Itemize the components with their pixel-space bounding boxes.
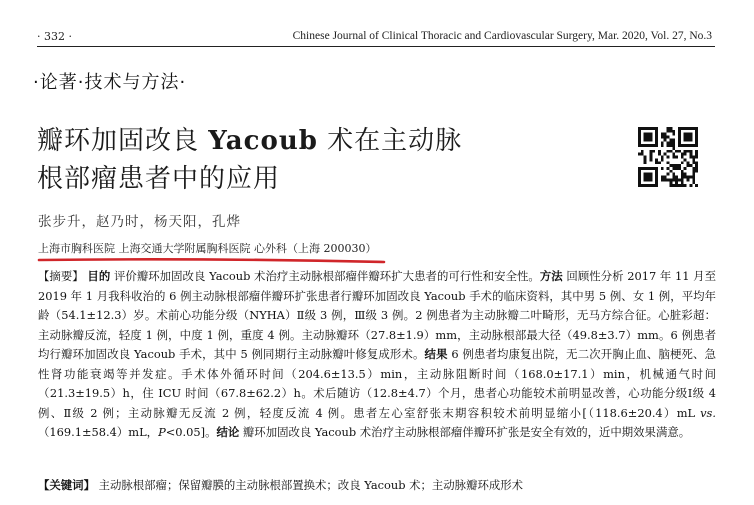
authors: 张步升，赵乃时，杨天阳，孔烨 bbox=[38, 214, 241, 230]
header-rule bbox=[37, 46, 715, 47]
keywords-label: 【关键词】 bbox=[38, 478, 95, 492]
abstract bbox=[38, 267, 716, 443]
conclusion-text: 瓣环加固改良 Yacoub 术治疗主动脉根部瘤伴瓣环扩张是安全有效的，近中期效果满意。 bbox=[242, 425, 691, 439]
results-text-3: <0.05]。 bbox=[165, 425, 217, 439]
conclusion-label: 结论 bbox=[216, 425, 240, 439]
methods-label: 方法 bbox=[539, 269, 563, 283]
red-underline-annotation bbox=[37, 257, 387, 265]
title-prefix: 瓣环加固改良 bbox=[37, 126, 209, 156]
objective-text: 评价瓣环加固改良 Yacoub 术治疗主动脉根部瘤伴瓣环扩大患者的可行性和安全性。 bbox=[113, 269, 540, 283]
journal-citation: Chinese Journal of Clinical Thoracic and Cardiovascular Surgery, Mar. 2020, Vol. 27, No.3 bbox=[292, 30, 712, 42]
qr-code-icon bbox=[638, 127, 698, 187]
article-title-line-2: 根部瘤患者中的应用 bbox=[37, 164, 281, 194]
results-label: 结果 bbox=[424, 347, 448, 361]
results-text: 6 例患者均康复出院，无二次开胸止血、脑梗死、急性肾功能衰竭等并发症。手术体外循环时间（204.6±13.5）min，主动脉阻断时间（168.0±17.1）min，机械通气时间（21.3±19.5）h，住 ICU 时间（67.8±62.2）h。术后随访（12.8±4.7）个月，患者心功能较术前明显改善，心功能分级Ⅰ级 4 例、Ⅱ级 2 例；主动脉瓣无反流 2 例，轻度反流 4 例。患者左心室舒张末期容积较术前明显缩小[（118.6±20.4）mL bbox=[38, 347, 716, 420]
page-number: · 332 · bbox=[37, 30, 72, 43]
keywords bbox=[38, 476, 716, 496]
section-heading: ·论著·技术与方法· bbox=[33, 72, 187, 93]
article-title-line-1 bbox=[37, 120, 462, 157]
keywords-text: 主动脉根部瘤；保留瓣膜的主动脉根部置换术；改良 Yacoub 术；主动脉瓣环成形术 bbox=[98, 478, 524, 492]
abstract-label: 【摘要】 bbox=[38, 269, 84, 283]
results-text-2: （169.1±58.4）mL， bbox=[38, 425, 159, 439]
p-value-symbol: P bbox=[158, 425, 166, 439]
methods-text: 回顾性分析 2017 年 11 月至 2019 年 1 月我科收治的 6 例主动脉根部瘤伴瓣环扩张患者行瓣环加固改良 Yacoub 手术的临床资料，其中男 5 例、女 1 例，平均年龄（54.1±12.3）岁。术前心功能分级（NYHA）Ⅱ级 3 例，Ⅲ级 3 例。2 例患者为主动脉瓣二叶畸形，无马方综合征。心脏彩超：主动脉瓣反流，轻度 1 例，中度 1 例，重度 4 例。主动脉瓣环（27.8±1.9）mm，主动脉根部最大径（49.8±3.7）mm。6 例患者均行瓣环加固改良 Yacoub 手术，其中 5 例同期行主动脉瓣叶修复成形术。 bbox=[38, 269, 716, 361]
objective-label: 目的 bbox=[87, 269, 111, 283]
title-english-term: Yacoub bbox=[208, 126, 318, 156]
results-vs: vs. bbox=[700, 405, 716, 420]
affiliation: 上海市胸科医院 上海交通大学附属胸科医院 心外科（上海 200030） bbox=[38, 242, 377, 255]
title-suffix: 术在主动脉 bbox=[317, 126, 463, 156]
